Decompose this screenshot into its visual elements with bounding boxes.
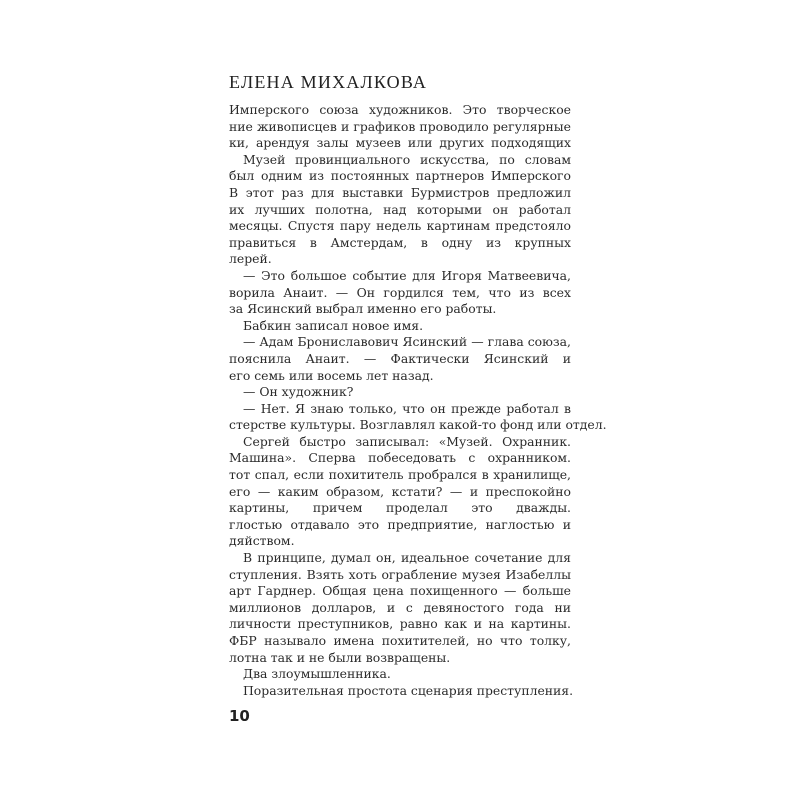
text-line: лерей. bbox=[229, 251, 272, 267]
running-header-author: ЕЛЕНА МИХАЛКОВА bbox=[229, 72, 428, 92]
text-line: арт Гарднер. Общая цена похищенного — больше bbox=[229, 583, 571, 599]
text-line: тот спал, если похититель пробрался в хранилище, bbox=[229, 467, 571, 483]
text-line: Поразительная простота сценария преступления. bbox=[243, 682, 574, 698]
text-line: ворила Анаит. — Он гордился тем, что из всех bbox=[229, 284, 571, 300]
page-body-text bbox=[229, 102, 607, 699]
text-line: их лучших полотна, над которыми он работал bbox=[229, 201, 571, 217]
text-line: дяйством. bbox=[229, 533, 295, 549]
text-line: правиться в Амстердам, в одну из крупных bbox=[229, 234, 571, 250]
text-line: Сергей быстро записывал: «Музей. Охранник. bbox=[243, 433, 571, 449]
text-line: — Он художник? bbox=[243, 384, 354, 400]
text-line: В принципе, думал он, идеальное сочетание для bbox=[243, 550, 571, 566]
text-line: его — каким образом, кстати? — и преспокойно bbox=[229, 483, 571, 499]
text-line: ки, арендуя залы музеев или других подходящих bbox=[229, 135, 571, 151]
text-line: — Адам Брониславович Ясинский — глава союза, bbox=[243, 334, 571, 350]
text-line: Два злоумышленника. bbox=[243, 666, 391, 682]
text-line: ступления. Взять хоть ограбление музея Изабеллы bbox=[229, 566, 571, 582]
text-line: Бабкин записал новое имя. bbox=[243, 317, 424, 333]
text-line: — Нет. Я знаю только, что он прежде работал в bbox=[243, 400, 571, 416]
text-line: пояснила Анаит. — Фактически Ясинский и bbox=[229, 350, 571, 366]
text-line: глостью отдавало это предприятие, наглостью и bbox=[229, 516, 571, 532]
text-line: В этот раз для выставки Бурмистров предложил bbox=[229, 184, 571, 200]
text-line: стерстве культуры. Возглавлял какой-то фонд или отдел. bbox=[229, 417, 607, 433]
text-line: — Это большое событие для Игоря Матвеевича, bbox=[243, 267, 571, 283]
text-line: Машина». Сперва побеседовать с охранником. bbox=[229, 450, 571, 466]
text-line: личности преступников, равно как и на картины. bbox=[229, 616, 571, 632]
page-number: 10 bbox=[229, 707, 250, 725]
text-line: миллионов долларов, и с девяностого года ни bbox=[229, 599, 571, 615]
text-line: месяцы. Спустя пару недель картинам предстояло bbox=[229, 218, 571, 234]
text-line: картины, причем проделал это дважды. bbox=[229, 500, 571, 516]
text-line: лотна так и не были возвращены. bbox=[229, 649, 451, 665]
text-line: его семь или восемь лет назад. bbox=[229, 367, 434, 383]
text-line: был одним из постоянных партнеров Имперского bbox=[229, 168, 571, 184]
text-line: за Ясинский выбрал именно его работы. bbox=[229, 301, 497, 317]
text-line: Имперского союза художников. Это творческое bbox=[229, 102, 571, 117]
text-line: Музей провинциального искусства, по словам bbox=[243, 151, 571, 167]
text-line: ние живописцев и графиков проводило регулярные bbox=[229, 118, 571, 134]
text-line: ФБР называло имена похитителей, но что толку, bbox=[229, 633, 571, 648]
